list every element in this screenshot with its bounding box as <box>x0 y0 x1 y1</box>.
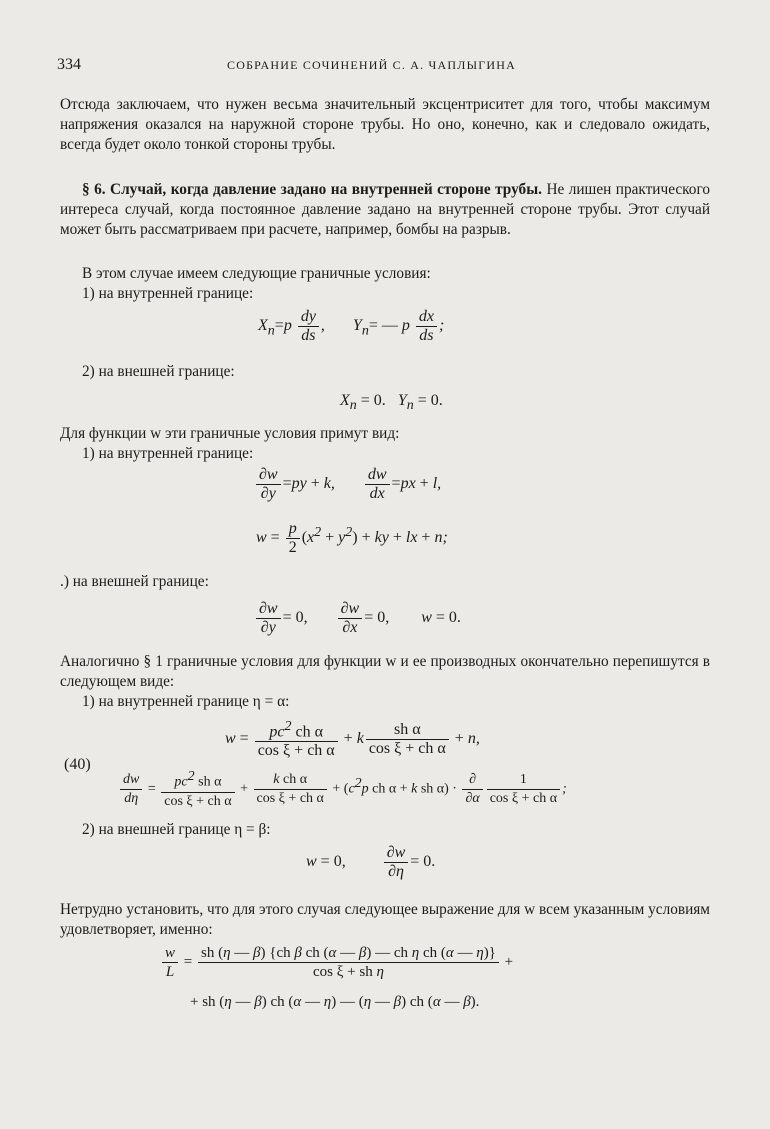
paragraph-eta-beta <box>60 820 710 840</box>
running-title: СОБРАНИЕ СОЧИНЕНИЙ С. А. ЧАПЛЫГИНА <box>227 58 516 72</box>
equation-number: (40) <box>64 756 91 773</box>
equation-solution-2: + sh (η — β) ch (α — η) — (η — β) ch (α — β). <box>190 994 480 1010</box>
list-item-inner-boundary: 1) на внутренней границе: <box>82 285 254 302</box>
equation-solution-1: $\frac{w}{L}$ = $\frac{\text{sh (η — β) \{ch β ch (α — β) — ch η ch (α — η)\}}}{\text{cos ξ + sh η}}$ + <box>160 944 513 981</box>
section-6-heading: § 6. Случай, когда давление задано на внутренней стороне трубы. <box>82 181 542 198</box>
equation-w-inner: w = $\frac{p}{2}$ $(x^2 + y^2)$ + ky + lx + n; <box>256 520 448 556</box>
list-item-eta-beta: 2) на внешней границе η = β: <box>82 821 271 838</box>
section-6-text: Не лишен практического интереса случай, когда постоянное давление задано на внутренней стороне трубы. Этот случай может быть рассматриваем при расчете, например, бомбы на разрыв. <box>60 181 710 238</box>
paragraph-1-text: Отсюда заключаем, что нужен весьма значительный эксцентриситет для того, чтобы максимум напряжения оказался на наружной стороне трубы. Но оно, конечно, как и следовало ожидать, всегда будет около тонкой стороны трубы. <box>60 96 710 153</box>
paragraph-4-text: Аналогично § 1 граничные условия для функции w и ее производных окончательно перепишутся в следующем виде: <box>60 653 710 690</box>
paragraph-2-text: В этом случае имеем следующие граничные условия: <box>82 265 431 282</box>
paragraph-5-text: Нетрудно установить, что для этого случая следующее выражение для w всем указанным условиям удовлетворяет, именно: <box>60 901 710 938</box>
equation-derivatives-outer: $\frac{\partial w}{\partial y}$ = 0, $\frac{\partial w}{\partial x}$ = 0, w = 0. <box>254 600 461 637</box>
equation-boundary-inner: $X_n=p$ $\frac{dy}{ds}$ , $Y_n=$ — p $\frac{dx}{ds}$ ; <box>258 308 445 344</box>
list-item-outer-boundary: 2) на внешней границе: <box>82 363 235 380</box>
equation-derivatives-inner: $\frac{\partial w}{\partial y}$ =py + k, $\frac{dw}{dx}$ =px + l, <box>254 466 441 503</box>
page-number: 334 <box>57 56 81 73</box>
section-6-paragraph <box>60 180 710 240</box>
list-item-inner-boundary-2: 1) на внутренней границе: <box>82 445 254 462</box>
paragraph-1 <box>60 95 710 155</box>
paragraph-3-text: Для функции w эти граничные условия примут вид: <box>60 425 400 442</box>
list-item-outer-boundary-2: .) на внешней границе: <box>60 573 209 590</box>
page-header <box>57 56 717 78</box>
paragraph-2 <box>60 264 710 304</box>
equation-40b: $\frac{dw}{d\eta}$ = $\frac{pc^2 sh \alpha}{\text{cos ξ + ch α}}$ + $\frac{\text{k ch α}}{\text{cos ξ + ch α}}$ + ($c^2p$ ch α + k sh α) · $\frac{\partial}{\partial\alpha}$ $\frac{1}{\text{cos ξ + ch α}}$ ; <box>118 768 567 811</box>
equation-boundary-outer: $X_n = 0$. $Y_n = 0$. <box>340 392 443 414</box>
paragraph-outer-2 <box>60 572 710 592</box>
section-6 <box>60 180 710 240</box>
paragraph-5 <box>60 900 710 940</box>
paragraph-3 <box>60 424 710 464</box>
list-item-eta-alpha: 1) на внутренней границе η = α: <box>82 693 290 710</box>
paragraph-outer-1 <box>60 362 710 382</box>
paragraph-4 <box>60 652 710 712</box>
equation-40a: w = $\frac{pc^2 ch \alpha}{\text{cos ξ + ch α}}$ + k $\frac{\text{sh α}}{\text{cos ξ + ch α}}$ + n, <box>225 719 480 760</box>
equation-outer-beta: w = 0, $\frac{\partial w}{\partial\eta}$ = 0. <box>306 844 436 880</box>
